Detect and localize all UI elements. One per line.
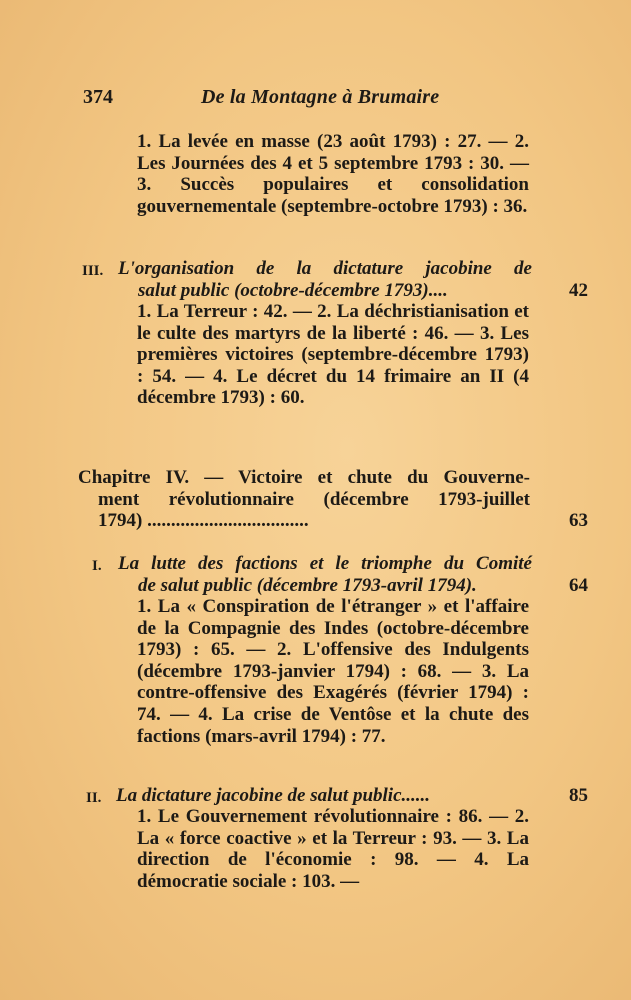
chapter-heading [78, 467, 530, 532]
section-body [137, 806, 529, 892]
page-reference: 63 [569, 510, 588, 531]
section-body [137, 596, 529, 747]
toc-entry-continuation [137, 131, 529, 217]
chapter-heading-line: Chapitre IV. — Victoire et chute du Gouverne- [78, 467, 530, 488]
section-title [118, 553, 532, 596]
toc-entry-body: 1. La levée en masse (23 août 1793) : 27. — 2. Les Journées des 4 et 5 septembre 1793 : 30. — 3. Succès populaires et consolidation gouvernementale (septembre-octobre 1793) : 36. [137, 131, 529, 217]
section-body-text: 1. Le Gouvernement révolutionnaire : 86. — 2. La « force coactive » et la Terreur : 93. — 3. La direction de l'économie : 98. — 4. La démocratie sociale : 103. — [137, 806, 529, 892]
page-reference: 64 [569, 575, 588, 596]
section-title-line: salut public (octobre-décembre 1793).... [138, 279, 448, 301]
page-number: 374 [83, 86, 113, 108]
section-title-line: de salut public (décembre 1793-avril 1794). [138, 574, 477, 596]
section-body [137, 301, 529, 409]
section-title [118, 258, 532, 301]
section-body-text: 1. La « Conspiration de l'étranger » et l'affaire de la Compagnie des Indes (octobre-décembre 1793) : 65. — 2. L'offensive des Indulgents (décembre 1793-janvier 1794) : 68. — 3. La contre-offensive des Exagérés (février 1794) : 74. — 4. La crise de Ventôse et la chute des factions (mars-avril 1794) : 77. [137, 596, 529, 747]
page-reference: 85 [569, 785, 588, 806]
section-numeral: III. [82, 263, 104, 279]
page-reference: 42 [569, 280, 588, 301]
section-title-line: La dictature jacobine de salut public...... [116, 785, 431, 806]
section-title-line: L'organisation de la dictature jacobine de [118, 258, 532, 279]
section-body-text: 1. La Terreur : 42. — 2. La déchristianisation et le culte des martyrs de la liberté : 46. — 3. Les premières victoires (septembre-décembre 1793) : 54. — 4. Le décret du 14 frimaire an II (4 décembre 1793) : 60. [137, 301, 529, 409]
page-header [83, 86, 593, 116]
running-title: De la Montagne à Brumaire [201, 86, 440, 108]
section-title-line: La lutte des factions et le triomphe du Comité [118, 553, 532, 574]
section-title [116, 785, 536, 807]
chapter-heading-line: 1794) .................................. [98, 510, 309, 532]
section-numeral: I. [92, 558, 102, 574]
section-numeral: II. [86, 790, 102, 806]
chapter-heading-line: ment révolutionnaire (décembre 1793-juillet [98, 488, 530, 510]
